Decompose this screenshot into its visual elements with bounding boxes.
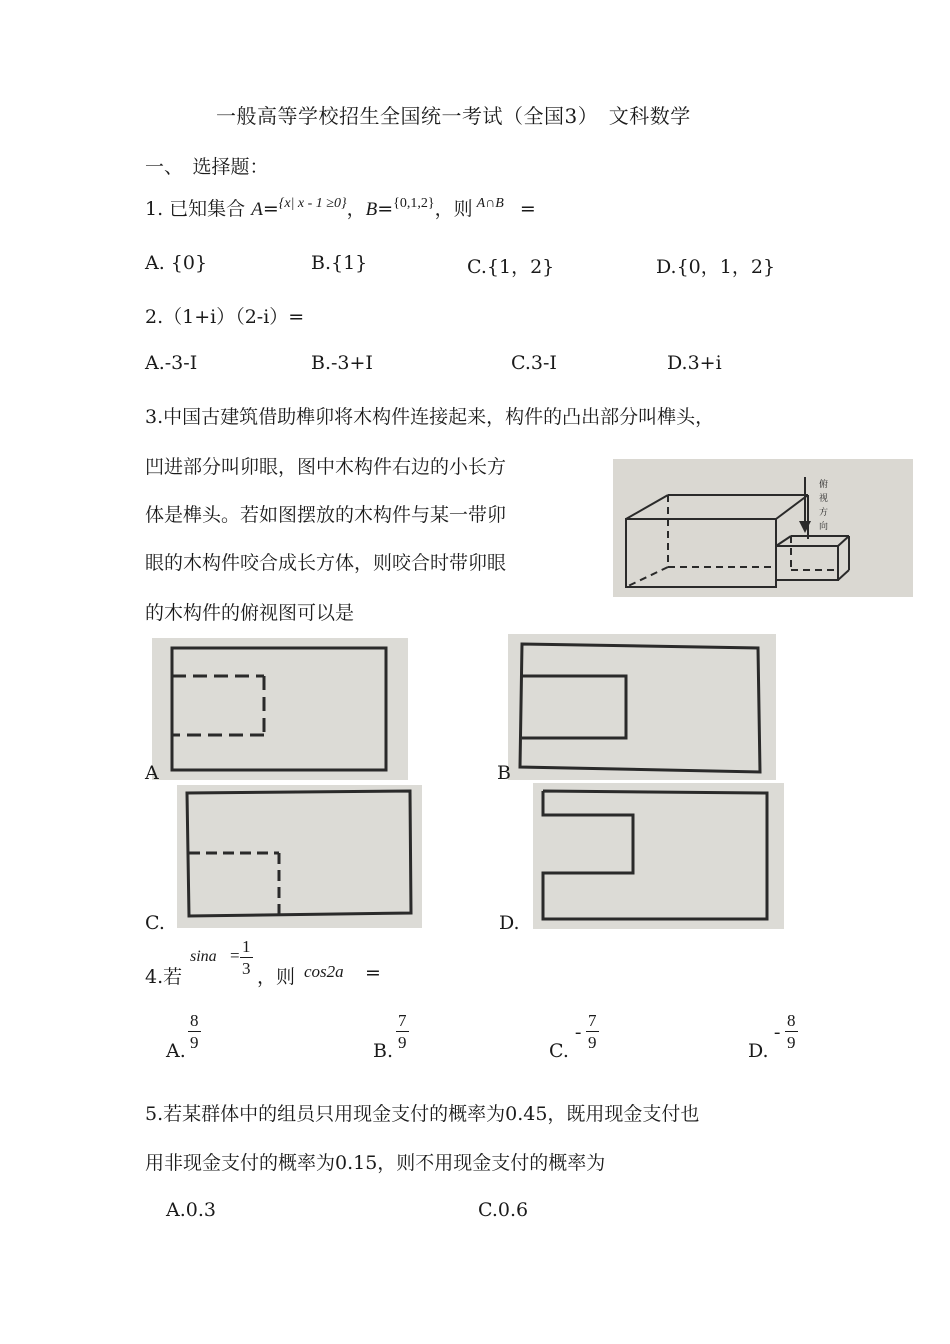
q3-option-b-figure bbox=[508, 634, 776, 780]
q3-option-c-figure bbox=[177, 785, 422, 928]
exam-title: 一般高等学校招生全国统一考试（全国3） 文科数学 bbox=[216, 104, 691, 128]
fraction-bar bbox=[188, 1031, 201, 1032]
q4-option-c-fraction bbox=[586, 1012, 599, 1051]
q4-option-d-sign: - bbox=[774, 1022, 781, 1043]
q3-option-b-label: B bbox=[497, 762, 511, 784]
q4-option-a-den: 9 bbox=[190, 1033, 199, 1052]
q4-frac-den: 3 bbox=[242, 959, 251, 978]
q4-tail: = bbox=[365, 962, 381, 984]
q4-option-d-label: D. bbox=[748, 1040, 769, 1062]
q1-option-c: C.{1，2} bbox=[467, 256, 555, 278]
q1-set-a-eq: = bbox=[262, 198, 279, 220]
q4-then: ，则 bbox=[257, 966, 296, 988]
q5-line-2: 用非现金支付的概率为0.15，则不用现金支付的概率为 bbox=[145, 1152, 606, 1174]
q2-option-b: B.-3+I bbox=[311, 352, 373, 374]
q4-option-b-num: 7 bbox=[398, 1011, 407, 1030]
q5-line-1: 5.若某群体中的组员只用现金支付的概率为0.45，既用现金支付也 bbox=[145, 1103, 700, 1125]
q1-then: ，则 bbox=[434, 198, 473, 220]
q5-option-a: A.0.3 bbox=[166, 1199, 216, 1221]
q4-target: cos2a bbox=[304, 962, 344, 981]
q4-frac-num: 1 bbox=[242, 937, 251, 956]
q3-option-a-figure bbox=[152, 638, 408, 780]
q4-prefix: 4.若 bbox=[145, 966, 183, 988]
q3-line-3: 体是榫头。若如图摆放的木构件与某一带卯 bbox=[145, 504, 507, 526]
q5-option-c: C.0.6 bbox=[478, 1199, 529, 1221]
q2-option-d: D.3+i bbox=[667, 352, 722, 374]
q4-fraction bbox=[240, 938, 253, 977]
q4-lhs: sina bbox=[190, 948, 217, 965]
q1-set-b-eq: = bbox=[377, 198, 394, 220]
q1-option-d: D.{0，1，2} bbox=[656, 256, 776, 278]
q3-option-a-label: A bbox=[145, 762, 159, 784]
q4-option-d-den: 9 bbox=[787, 1033, 796, 1052]
fraction-bar bbox=[785, 1031, 798, 1032]
q3-option-c-label: C. bbox=[145, 912, 165, 934]
q3-line-5: 的木构件的俯视图可以是 bbox=[145, 602, 355, 624]
q4-option-c-label: C. bbox=[549, 1040, 569, 1062]
q1-set-b-def: {0,1,2} bbox=[393, 196, 435, 211]
view-direction-char-2: 视 bbox=[819, 494, 829, 504]
q1-set-b-name: B bbox=[365, 199, 378, 220]
question-1 bbox=[145, 194, 536, 221]
q1-expr: A∩B bbox=[476, 196, 504, 211]
view-direction-char-4: 向 bbox=[819, 522, 829, 532]
q2-option-c: C.3-I bbox=[511, 352, 557, 374]
q4-option-c-sign: - bbox=[575, 1022, 582, 1043]
q1-set-a-def: {x| x - 1 ≥0} bbox=[278, 196, 347, 211]
view-direction-char-1: 俯 bbox=[819, 480, 829, 490]
q2-option-a: A.-3-I bbox=[145, 352, 198, 374]
q4-option-d-num: 8 bbox=[787, 1011, 796, 1030]
q1-tail: = bbox=[519, 198, 536, 220]
q3-tenon-figure bbox=[613, 459, 913, 597]
q3-option-d-figure bbox=[533, 783, 784, 929]
fraction-bar bbox=[396, 1031, 409, 1032]
q1-set-a-name: A bbox=[251, 199, 263, 220]
q4-option-a-fraction bbox=[188, 1012, 201, 1051]
q1-option-b: B.{1} bbox=[311, 252, 368, 274]
q3-line-1: 3.中国古建筑借助榫卯将木构件连接起来，构件的凸出部分叫榫头， bbox=[145, 406, 715, 428]
q3-line-4: 眼的木构件咬合成长方体，则咬合时带卯眼 bbox=[145, 552, 507, 574]
fraction-bar bbox=[240, 957, 253, 958]
q4-option-a-label: A. bbox=[166, 1040, 186, 1062]
q4-option-b-label: B. bbox=[373, 1040, 394, 1062]
q4-option-b-den: 9 bbox=[398, 1033, 407, 1052]
q1-prefix: 1. 已知集合 bbox=[145, 198, 252, 220]
view-direction-char-3: 方 bbox=[819, 508, 829, 518]
q4-option-b-fraction bbox=[396, 1012, 409, 1051]
fraction-bar bbox=[586, 1031, 599, 1032]
q3-line-2: 凹进部分叫卯眼，图中木构件右边的小长方 bbox=[145, 456, 507, 478]
q4-option-d-fraction bbox=[785, 1012, 798, 1051]
q1-sep: ， bbox=[346, 198, 366, 220]
q1-option-a: A. {0} bbox=[145, 252, 208, 274]
q4-option-a-num: 8 bbox=[190, 1011, 199, 1030]
q3-option-d-label: D. bbox=[499, 912, 520, 934]
section-heading: 一、 选择题： bbox=[145, 156, 269, 178]
q4-option-c-den: 9 bbox=[588, 1033, 597, 1052]
question-2: 2.（1+i）（2-i）= bbox=[145, 306, 305, 328]
q4-eq: = bbox=[230, 946, 240, 965]
q4-option-c-num: 7 bbox=[588, 1011, 597, 1030]
